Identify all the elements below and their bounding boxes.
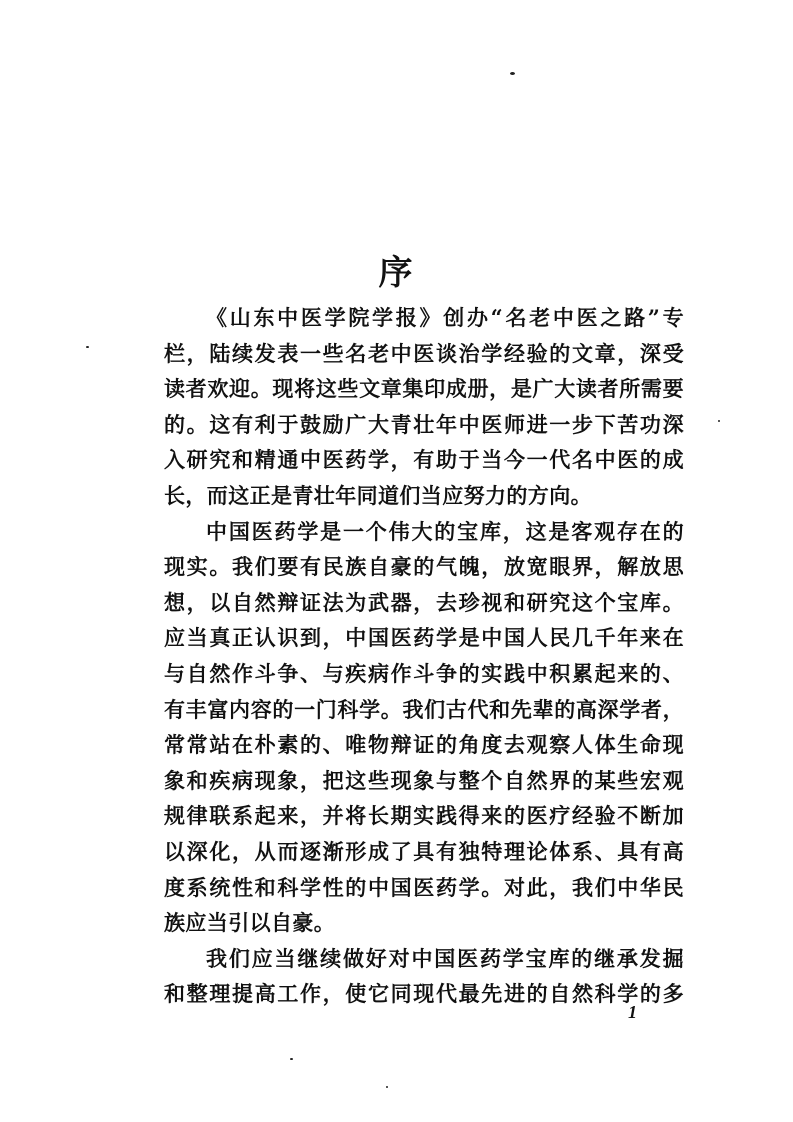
text-line: 《山东中医学院学报》创办“名老中医之路”专: [206, 305, 684, 330]
text-line: 与自然作斗争、与疾病作斗争的实践中积累起来的、: [164, 660, 684, 686]
text-line: 有丰富内容的一门科学。我们古代和先辈的高深学者，: [164, 696, 684, 722]
text-line: 现实。我们要有民族自豪的气魄，放宽眼界，解放思: [164, 554, 684, 580]
text-line: 和整理提高工作，使它同现代最先进的自然科学的多: [164, 981, 684, 1007]
scan-speck: [290, 1058, 293, 1060]
scan-speck: [386, 1086, 388, 1088]
scan-speck: [510, 72, 515, 75]
text-line: 度系统性和科学性的中国医药学。对此，我们中华民: [164, 874, 684, 900]
text-line: 象和疾病现象，把这些现象与整个自然界的某些宏观: [164, 767, 684, 793]
text-line: 入研究和精通中医药学，有助于当今一代名中医的成: [164, 447, 684, 473]
text-line: 我们应当继续做好对中国医药学宝库的继承发掘: [206, 945, 684, 971]
text-line: 以深化，从而逐渐形成了具有独特理论体系、具有高: [164, 838, 684, 864]
text-line: 应当真正认识到，中国医药学是中国人民几千年来在: [164, 625, 684, 651]
text-line: 栏，陆续发表一些名老中医谈治学经验的文章，深受: [164, 340, 684, 366]
preface-body: [164, 300, 684, 1012]
text-line: 想，以自然辩证法为武器，去珍视和研究这个宝库。: [164, 589, 684, 615]
text-line: 长，而这正是青壮年同道们当应努力的方向。: [164, 482, 592, 508]
page-title: 序: [378, 252, 415, 293]
text-line: 的。这有利于鼓励广大青壮年中医师进一步下苦功深: [164, 411, 684, 437]
text-line: 读者欢迎。现将这些文章集印成册，是广大读者所需要: [164, 376, 684, 402]
text-line: 规律联系起来，并将长期实践得来的医疗经验不断加: [164, 803, 684, 829]
text-line: 常常站在朴素的、唯物辩证的角度去观察人体生命现: [164, 732, 684, 758]
page-number: 1: [628, 1002, 637, 1022]
text-line: 中国医药学是一个伟大的宝库，这是客观存在的: [206, 518, 684, 544]
scan-speck: [86, 346, 89, 348]
text-line: 族应当引以自豪。: [164, 910, 336, 936]
scan-speck: [718, 420, 720, 422]
